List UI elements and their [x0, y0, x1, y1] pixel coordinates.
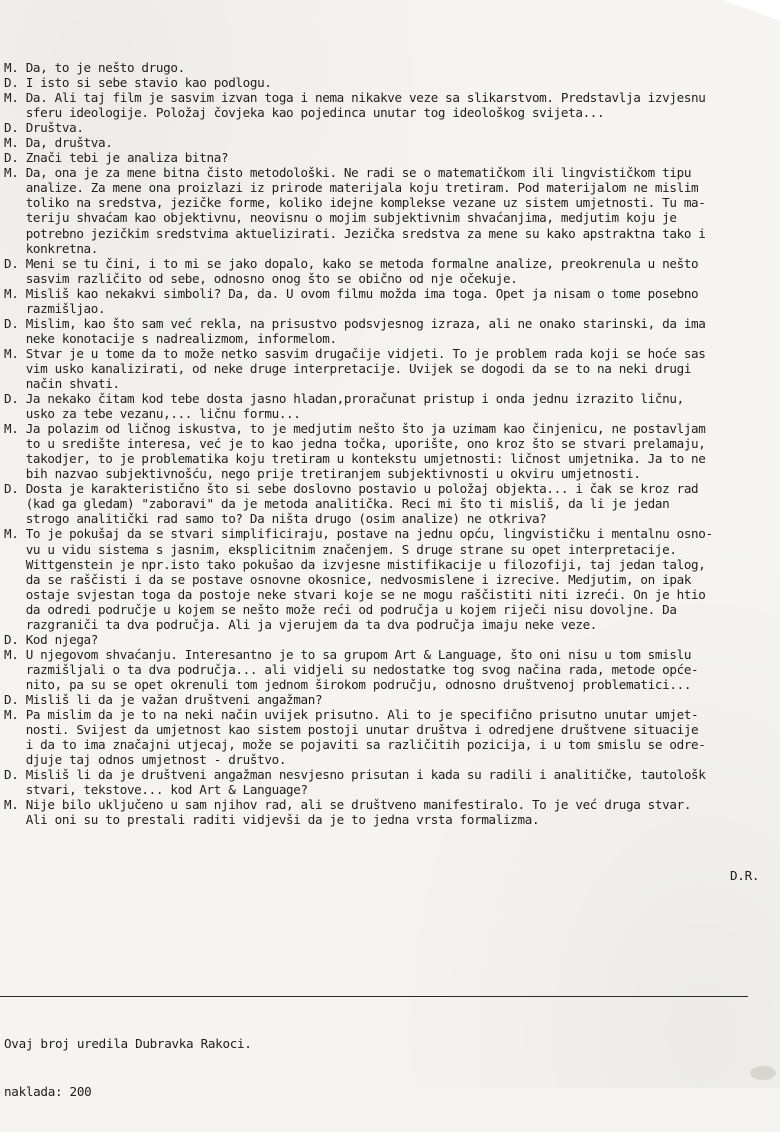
text-line: D. Misliš li da je društveni angažman nesvjesno prisutan i kada su radili i analitičke, tautološk [4, 767, 706, 783]
text-line: D. Misliš li da je važan društveni angažman? [4, 691, 323, 707]
text-line: razgraniči ta dva područja. Ali ja vjerujem da ta dva područja imaju neke veze. [4, 616, 598, 632]
text-line: razmišljao. [4, 300, 106, 316]
text-line: nosti. Svijest da umjetnost kao sistem postoji unutar društva i odredjene društvene situacije [4, 722, 699, 738]
text-line: stvari, tekstove... kod Art & Language? [4, 782, 308, 798]
text-line: usko za tebe vezanu,... ličnu formu... [4, 406, 301, 422]
footer-divider [0, 996, 748, 997]
text-line: M. Da. Ali taj film je sasvim izvan toga i nema nikakve veze sa slikarstvom. Predstavlja izvjesnu [4, 90, 706, 106]
text-line: M. Pa mislim da je to na neki način uvijek prisutno. Ali to je specifično prisutno unutar umjet- [4, 707, 699, 723]
text-line: konkretna. [4, 240, 99, 256]
colophon [4, 1004, 252, 1132]
text-line: da se raščisti i da se postave osnovne okosnice, nedvosmislene i izrecive. Medjutim, on ipak [4, 571, 692, 587]
text-line: M. Stvar je u tome da to može netko sasvim drugačije vidjeti. To je problem rada koji se hoće sas [4, 345, 706, 361]
text-line: neke konotacije s nadrealizmom, informelom. [4, 330, 337, 346]
colophon-editor: Ovaj broj uredila Dubravka Rakoci. [4, 1036, 252, 1051]
text-line: sasvim različito od sebe, odnosno onog što se obično od nje očekuje. [4, 270, 518, 286]
text-line: toliko na sredstva, jezičke forme, koliko idejne komplekse vezane uz sistem umjetnosti. Tu ma- [4, 195, 706, 211]
text-line: M. Da, to je nešto drugo. [4, 60, 185, 75]
text-line: D. Društva. [4, 120, 84, 136]
text-line: M. Misliš kao nekakvi simboli? Da, da. U ovom filmu možda ima toga. Opet ja nisam o tome posebno [4, 285, 699, 301]
text-line: način shvati. [4, 375, 120, 391]
text-line: vim usko kanalizirati, od neke druge interpretacije. Uvijek se dogodi da se to na neki drugi [4, 360, 692, 376]
text-line: ostaje svjestan toga da postoje neke stvari koje se ne mogu raščistiti niti izreći. On je htio [4, 586, 706, 602]
text-line: M. Da, ona je za mene bitna čisto metodološki. Ne radi se o matematičkom ili lingvističkom tipu [4, 165, 692, 181]
page-corner-fold [720, 0, 780, 24]
text-line: D. Mislim, kao što sam već rekla, na prisustvo podsvjesnog izraza, ali ne onako starinski, da ima [4, 315, 706, 331]
text-line: to u središte interesa, već je to kao jedna točka, uporište, ono kroz što se stvari prelamaju, [4, 436, 706, 452]
text-line: Ali oni su to prestali raditi vidjevši da je to jedna vrsta formalizma. [4, 812, 540, 828]
text-line: sferu ideologije. Položaj čovjeka kao pojedinca unutar tog ideološkog svijeta... [4, 105, 605, 121]
paper-stain [750, 1066, 776, 1080]
interview-dialogue [4, 60, 776, 827]
author-signature: D.R. [730, 868, 760, 883]
text-line: strogo analitički rad samo to? Da ništa drugo (osim analize) ne otkriva? [4, 511, 547, 527]
text-line: djuje taj odnos umjetnost - društvo. [4, 752, 287, 768]
text-line: razmišljali o ta dva područja... ali vidjeli su nedostatke tog svog načina rada, metode opće- [4, 661, 699, 677]
text-line: D. Kod njega? [4, 631, 99, 647]
colophon-print-run: naklada: 200 [4, 1084, 92, 1099]
text-line: D. Ja nekako čitam kod tebe dosta jasno hladan,proračunat pristup i onda jednu izrazito ličnu, [4, 391, 684, 407]
text-line: potrebno jezičkim sredstvima aktuelizirati. Jezička sredstva za mene su kako apstraktna tako i [4, 225, 706, 241]
text-line: M. Da, društva. [4, 135, 113, 151]
text-line: vu u vidu sistema s jasnim, eksplicitnim značenjem. S druge strane su opet interpretacije. [4, 541, 677, 557]
text-line: D. Meni se tu čini, i to mi se jako dopalo, kako se metoda formalne analize, preokrenula u nešto [4, 255, 699, 271]
text-line: da odredi područje u kojem se nešto može reći od područja u kojem riječi nisu dovoljne. Da [4, 601, 677, 617]
text-line: D. I isto si sebe stavio kao podlogu. [4, 75, 272, 91]
text-line: M. Nije bilo uključeno u sam njihov rad, ali se društveno manifestiralo. To je već druga stvar. [4, 797, 692, 813]
text-line: M. Ja polazim od ličnog iskustva, to je medjutim nešto što ja uzimam kao činjenicu, ne postavljam [4, 421, 706, 437]
text-line: nito, pa su se opet okrenuli tom jednom širokom području, odnosno društvenoj problematici... [4, 676, 692, 692]
text-line: i da to ima značajni utjecaj, može se pojaviti sa različitih pozicija, i u tom smislu se odre- [4, 737, 706, 753]
text-line: (kad ga gledam) "zaboravi" da je metoda analitička. Reci mi što ti misliš, da li je jedan [4, 496, 670, 512]
text-line: M. U njegovom shvaćanju. Interesantno je to sa grupom Art & Language, što oni nisu u tom smislu [4, 646, 692, 662]
text-line: analize. Za mene ona proizlazi iz prirode materijala koju tretiram. Pod materijalom ne mislim [4, 180, 699, 196]
text-line: takodjer, to je problematika koju tretiram u kontekstu umjetnosti: ličnost umjetnika. Ja to ne [4, 451, 706, 467]
text-line: M. To je pokušaj da se stvari simplificiraju, postave na jednu opću, lingvističku i mentalnu osno- [4, 526, 713, 542]
text-line: D. Znači tebi je analiza bitna? [4, 150, 229, 166]
text-line: D. Dosta je karakteristično što si sebe doslovno postavio u položaj objekta... i čak se kroz rad [4, 481, 699, 497]
text-line: teriju shvaćam kao objektivnu, neovisnu o mojim subjektivnim shvaćanjima, medjutim koju je [4, 210, 677, 226]
text-line: Wittgenstein je npr.isto tako pokušao da izvjesne mistifikacije u filozofiji, taj jedan talog, [4, 556, 706, 572]
text-line: bih nazvao subjektivnošću, nego prije tretiranjem subjektivnosti u okviru umjetnosti. [4, 466, 641, 482]
